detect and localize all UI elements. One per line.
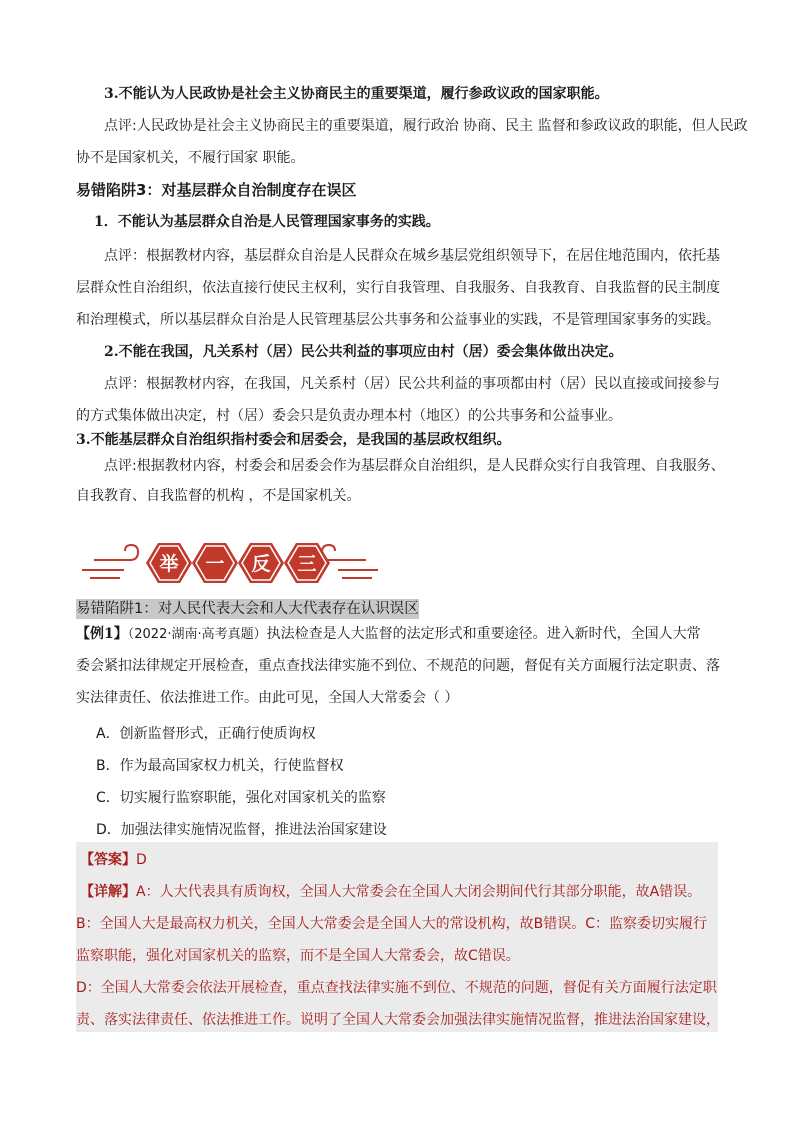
- detail-tag: 【详解】: [80, 884, 136, 900]
- detail-line-2: B：全国人大是最高权力机关，全国人大常委会是全国人大的常设机构，故B错误。C：监察委切实履行: [76, 916, 707, 932]
- detail-text-1: A：人大代表具有质询权，全国人大常委会在全国人大闭会期间代行其部分职能，故A错误。: [136, 884, 702, 900]
- option-d: D．加强法律实施情况监督，推进法治国家建设: [96, 822, 387, 838]
- answer-value: D: [136, 852, 147, 868]
- left-cloud-ornament: [82, 545, 138, 578]
- trap-3-item-3-comment-line-2: 自我教育、自我监督的机构 ，不是国家机关。: [76, 488, 361, 504]
- question-line-1: [76, 618, 701, 651]
- item-3-comment-line-1: 点评:人民政协是社会主义协商民主的重要渠道，履行政治 协商、民主 监督和参政议政的职能，但人民政: [104, 118, 748, 134]
- question-text-1: 执法检查是人大监督的法定形式和重要途径。进入新时代，全国人大常: [266, 626, 701, 642]
- question-line-3: 实法律责任、依法推进工作。由此可见，全国人大常委会（ ）: [76, 690, 459, 706]
- banner-char-1: 举: [159, 553, 179, 575]
- trap-3-item-2-title: 2.不能在我国，凡关系村（居）民公共利益的事项应由村（居）委会集体做出决定。: [104, 344, 623, 360]
- question-line-2: 委会紧扣法律规定开展检查，重点查找法律实施不到位、不规范的问题，督促有关方面履行法定职责、落: [76, 658, 720, 674]
- example-tag: 【例1】: [76, 626, 128, 642]
- trap-3-item-1-title: 1．不能认为基层群众自治是人民管理国家事务的实践。: [94, 214, 440, 230]
- trap-3-item-1-comment-line-2: 层群众性自治组织，依法直接行使民主权利，实行自我管理、自我服务、自我教育、自我监督的民主制度: [76, 280, 720, 296]
- right-cloud-ornament: [322, 545, 378, 578]
- trap-3-item-1-comment-line-3: 和治理模式，所以基层群众自治是人民管理基层公共事务和公益事业的实践，不是管理国家事务的实践。: [76, 312, 720, 328]
- option-b: B．作为最高国家权力机关，行使监督权: [96, 758, 344, 774]
- practice-banner: [80, 530, 380, 596]
- item-3-title: 3.不能认为人民政协是社会主义协商民主的重要渠道，履行参政议政的国家职能。: [104, 86, 609, 102]
- banner-char-3: 反: [251, 553, 271, 575]
- detail-line-3: 监察职能，强化对国家机关的监察，而不是全国人大常委会，故C错误。: [76, 948, 520, 964]
- banner-char-4: 三: [297, 553, 317, 575]
- detail-line-4: D：全国人大常委会依法开展检查，重点查找法律实施不到位、不规范的问题，督促有关方面履行法定职: [76, 980, 717, 996]
- detail-line-1: [80, 876, 701, 908]
- practice-trap-label-text: 易错陷阱1：对人民代表大会和人大代表存在认识误区: [76, 601, 419, 617]
- trap-3-item-3-title: 3.不能基层群众自治组织指村委会和居委会，是我国的基层政权组织。: [76, 432, 511, 448]
- answer-line: [80, 844, 147, 876]
- trap-3-item-1-comment-line-1: 点评：根据教材内容，基层群众自治是人民群众在城乡基层党组织领导下，在居住地范围内，依托基: [104, 248, 720, 264]
- answer-tag: 【答案】: [80, 852, 136, 868]
- question-source: （2022·湖南·高考真题）: [127, 627, 267, 642]
- item-3-comment-line-2: 协不是国家机关，不履行国家 职能。: [76, 150, 305, 166]
- banner-char-2: 一: [205, 553, 225, 575]
- trap-3-item-2-comment-line-1: 点评：根据教材内容，在我国，凡关系村（居）民公共利益的事项都由村（居）民以直接或间接参与: [104, 376, 720, 392]
- detail-line-5: 责、落实法律责任、依法推进工作。说明了全国人大常委会加强法律实施情况监督，推进法治国家建设，: [76, 1012, 720, 1028]
- trap-3-item-3-comment-line-1: 点评:根据教材内容，村委会和居委会作为基层群众自治组织，是人民群众实行自我管理、自我服务、: [104, 458, 725, 474]
- trap-3-item-2-comment-line-2: 的方式集体做出决定，村（居）委会只是负责办理本村（地区）的公共事务和公益事业。: [76, 408, 622, 424]
- trap-3-heading: 易错陷阱3：对基层群众自治制度存在误区: [76, 181, 357, 199]
- option-a: A．创新监督形式，正确行使质询权: [96, 726, 316, 742]
- option-c: C．切实履行监察职能，强化对国家机关的监察: [96, 790, 386, 806]
